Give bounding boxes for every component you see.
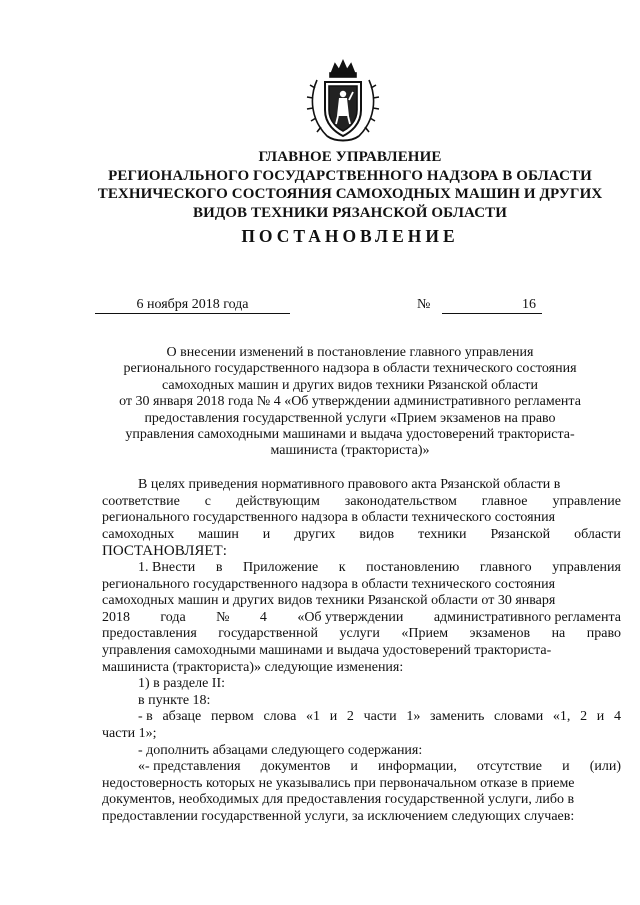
word: к — [338, 559, 346, 575]
word: управление — [552, 493, 621, 509]
document-type-title: ПОСТАНОВЛЕНИЕ — [241, 226, 459, 246]
authority-line: ВИДОВ ТЕХНИКИ РЯЗАНСКОЙ ОБЛАСТИ — [192, 204, 508, 221]
word: 2 — [346, 709, 354, 725]
body-line: регионального государственного надзора в области технического состояния — [102, 576, 556, 592]
word: «Об утверждении — [297, 609, 404, 625]
coat-of-arms-icon — [305, 58, 381, 144]
word: 1» — [406, 709, 421, 725]
issuing-authority — [60, 148, 640, 222]
body-line: предоставлении государственной услуги, за исключением следующих случаев: — [102, 808, 575, 824]
document-number — [442, 296, 542, 314]
body-line-justified — [102, 626, 621, 643]
body-line: ПОСТАНОВЛЯЕТ: — [102, 543, 227, 560]
word: законодательством — [344, 493, 457, 509]
word: и — [562, 759, 570, 775]
word: других — [294, 526, 336, 542]
subject-line: управления самоходными машинами и выдача удостоверений тракториста- — [125, 427, 575, 443]
body-line-justified — [102, 560, 621, 577]
word: и — [329, 709, 338, 725]
word: техники — [418, 526, 467, 542]
word: действующим — [235, 493, 320, 509]
word: соответствие — [102, 493, 180, 509]
body-line: машиниста (тракториста)» следующие изменения: — [102, 659, 404, 675]
document-subject — [80, 345, 620, 460]
document-body — [102, 477, 621, 825]
word: «Прием — [401, 626, 449, 642]
word: и — [262, 526, 271, 542]
body-line: документов, необходимых для предоставления государственной услуги, либо в — [102, 792, 575, 808]
word: с — [204, 493, 211, 509]
body-line: самоходных машин и других видов техники Рязанской области от 30 января — [102, 593, 556, 609]
body-line-justified — [102, 494, 621, 511]
body-line-justified — [102, 610, 621, 627]
word: главное — [481, 493, 528, 509]
word: заменить — [430, 709, 485, 725]
subject-line: самоходных машин и других видов техники Рязанской области — [162, 377, 538, 393]
word: слова — [263, 709, 297, 725]
subject-line: от 30 января 2018 года № 4 «Об утверждении административного регламента — [119, 394, 581, 410]
body-line: в пункте 18: — [138, 692, 211, 708]
word: государственной — [218, 626, 319, 642]
word: управления — [552, 559, 621, 575]
body-line: В целях приведения нормативного правового акта Рязанской области в — [138, 477, 561, 492]
word: первом — [210, 709, 254, 725]
word: (или) — [589, 759, 621, 775]
word: 4 — [613, 709, 621, 725]
body-line: регионального государственного надзора в области технического состояния — [102, 510, 556, 526]
word: части — [363, 709, 397, 725]
body-line: 1) в разделе II: — [138, 676, 226, 692]
subject-line: машиниста (тракториста)» — [270, 443, 430, 459]
word: главного — [479, 559, 532, 575]
word: и — [596, 709, 605, 725]
word: административного регламента — [433, 609, 621, 625]
word: «1 — [306, 709, 320, 725]
word: услуги — [339, 626, 380, 642]
subject-line: О внесении изменений в постановление главного управления — [166, 345, 534, 360]
word: документов — [260, 759, 331, 775]
authority-line: ТЕХНИЧЕСКОГО СОСТОЯНИЯ САМОХОДНЫХ МАШИН И ДРУГИХ — [97, 186, 603, 202]
authority-line: ГЛАВНОЕ УПРАВЛЕНИЕ — [258, 149, 442, 165]
document-number-value: 16 — [522, 297, 536, 312]
body-line-justified — [102, 709, 621, 726]
body-line: части 1»; — [102, 725, 157, 741]
authority-line: РЕГИОНАЛЬНОГО ГОСУДАРСТВЕННОГО НАДЗОРА В ОБЛАСТИ — [108, 167, 592, 184]
word: постановлению — [366, 559, 460, 575]
word: абзаце — [162, 709, 202, 725]
word: области — [574, 526, 621, 542]
subject-line: регионального государственного надзора в области технического состояния — [123, 361, 577, 377]
word: на — [551, 626, 566, 642]
body-line: управления самоходными машинами и выдача удостоверений тракториста- — [102, 642, 552, 658]
body-line: - дополнить абзацами следующего содержания: — [138, 742, 423, 758]
word: информации, — [378, 759, 457, 775]
word: года — [160, 609, 186, 625]
word: машин — [198, 526, 239, 542]
word: Рязанской — [490, 526, 551, 542]
word: - в — [138, 709, 153, 725]
word: 2 — [580, 709, 588, 725]
word: «1, — [552, 709, 571, 725]
word: и — [350, 759, 358, 775]
word: видов — [359, 526, 395, 542]
number-sign: № — [417, 297, 431, 312]
word: «- представления — [138, 759, 241, 775]
word: право — [586, 626, 621, 642]
word: самоходных — [102, 526, 175, 542]
body-line-justified — [102, 527, 621, 544]
body-line: недостоверность которых не указывались при первоначальном отказе в приеме — [102, 775, 575, 791]
word: словами — [494, 709, 544, 725]
word: отсутствие — [476, 759, 542, 775]
word: 2018 — [102, 609, 130, 625]
document-date: 6 ноября 2018 года — [95, 296, 290, 314]
word: 1. Внести — [138, 559, 196, 575]
word: в — [215, 559, 223, 575]
body-line-justified — [102, 759, 621, 776]
word: экзаменов — [469, 626, 531, 642]
word: Приложение — [243, 559, 319, 575]
word: 4 — [259, 609, 267, 625]
subject-line: предоставления государственной услуги «Прием экзаменов на право — [144, 410, 556, 426]
word: предоставления — [102, 626, 197, 642]
word: № — [216, 609, 230, 625]
